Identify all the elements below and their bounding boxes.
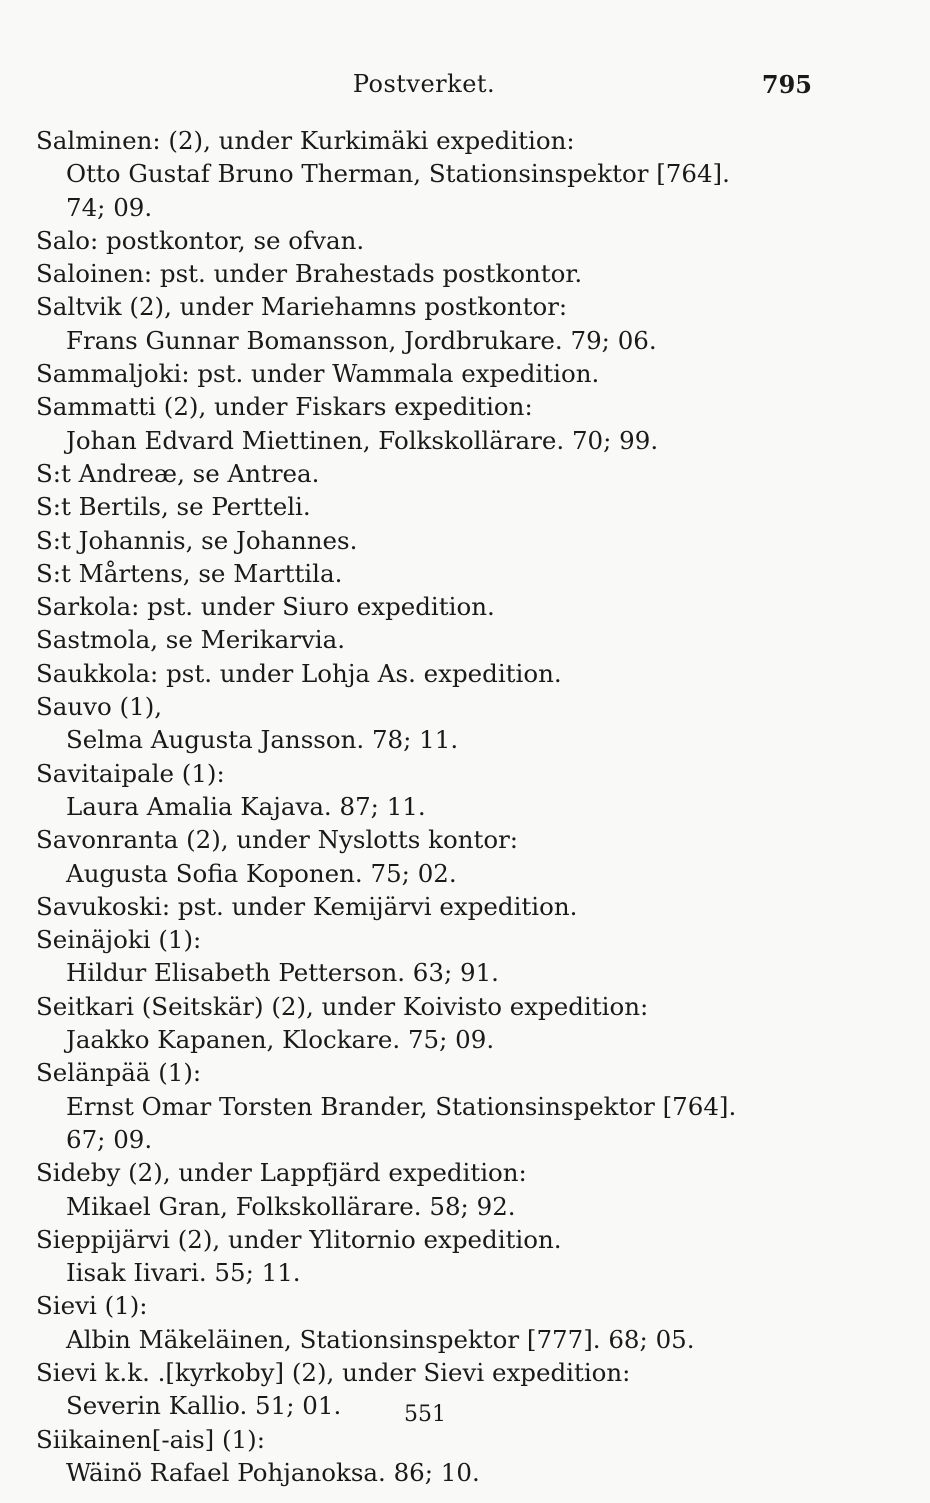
entry-detail-line: Jaakko Kapanen, Klockare. 75; 09.	[66, 1025, 495, 1055]
entry-line: Sieppijärvi (2), under Ylitornio expedition.	[36, 1224, 562, 1254]
entry-detail-line: Albin Mäkeläinen, Stationsinspektor [777]. 68; 05.	[66, 1324, 695, 1354]
entry-line: Sastmola, se Merikarvia.	[36, 625, 346, 655]
entry-line: S:t Johannis, se Johannes.	[36, 525, 358, 555]
running-title: Postverket.	[352, 70, 496, 98]
entry-detail-line: Mikael Gran, Folkskollärare. 58; 92.	[66, 1191, 516, 1221]
entry-detail-line: Augusta Sofia Koponen. 75; 02.	[66, 858, 457, 888]
entry-detail-line: 67; 09.	[66, 1124, 153, 1154]
entry-detail-line: 74; 09.	[66, 192, 153, 222]
entry-line: Sievi k.k. .[kyrkoby] (2), under Sievi expedition:	[36, 1357, 631, 1387]
entry-detail-line: Ernst Omar Torsten Brander, Stationsinspektor [764].	[66, 1091, 737, 1121]
entry-line: Sievi (1):	[36, 1291, 148, 1321]
entry-detail-line: Johan Edvard Miettinen, Folkskollärare. 70; 99.	[66, 425, 659, 455]
entry-detail-line: Hildur Elisabeth Petterson. 63; 91.	[66, 958, 499, 988]
entry-detail-line: Wäinö Rafael Pohjanoksa. 86; 10.	[66, 1457, 480, 1487]
entry-line: S:t Bertils, se Pertteli.	[36, 492, 311, 522]
entry-line: Sarkola: pst. under Siuro expedition.	[36, 592, 495, 622]
entry-detail-line: Selma Augusta Jansson. 78; 11.	[66, 725, 459, 755]
entry-line: Savukoski: pst. under Kemijärvi expedition.	[36, 891, 578, 921]
entry-line: Savonranta (2), under Nyslotts kontor:	[36, 825, 519, 855]
entry-line: Sammaljoki: pst. under Wammala expedition.	[36, 359, 600, 389]
entry-detail-line: Otto Gustaf Bruno Therman, Stationsinspektor [764].	[66, 159, 730, 189]
entry-detail-line: Iisak Iivari. 55; 11.	[66, 1258, 301, 1288]
page-number: 795	[761, 70, 812, 99]
entry-line: S:t Andreæ, se Antrea.	[36, 458, 320, 488]
entry-detail-line: Severin Kallio. 51; 01.	[66, 1391, 342, 1421]
signature-mark: 551	[404, 1402, 446, 1427]
entry-line: Sammatti (2), under Fiskars expedition:	[36, 392, 533, 422]
entry-line: Sauvo (1),	[36, 692, 163, 722]
page-header	[36, 70, 812, 104]
entry-line: S:t Mårtens, se Marttila.	[36, 558, 343, 588]
entry-line: Savitaipale (1):	[36, 758, 225, 788]
entry-detail-line: Laura Amalia Kajava. 87; 11.	[66, 791, 426, 821]
entry-line: Seitkari (Seitskär) (2), under Koivisto expedition:	[36, 991, 649, 1021]
entry-line: Sideby (2), under Lappfjärd expedition:	[36, 1158, 527, 1188]
entry-line: Salminen: (2), under Kurkimäki expedition:	[36, 126, 575, 155]
entry-line: Saloinen: pst. under Brahestads postkontor.	[36, 259, 583, 289]
entry-line: Saukkola: pst. under Lohja As. expedition.	[36, 658, 562, 688]
entry-line: Siikainen[-ais] (1):	[36, 1424, 265, 1454]
entry-line: Salo: postkontor, se ofvan.	[36, 225, 365, 255]
entry-line: Seinäjoki (1):	[36, 925, 202, 955]
directory-entries	[36, 124, 826, 1489]
entry-line: Saltvik (2), under Mariehamns postkontor:	[36, 292, 568, 322]
entry-line: Selänpää (1):	[36, 1058, 202, 1088]
entry-detail-line: Frans Gunnar Bomansson, Jordbrukare. 79; 06.	[66, 325, 657, 355]
